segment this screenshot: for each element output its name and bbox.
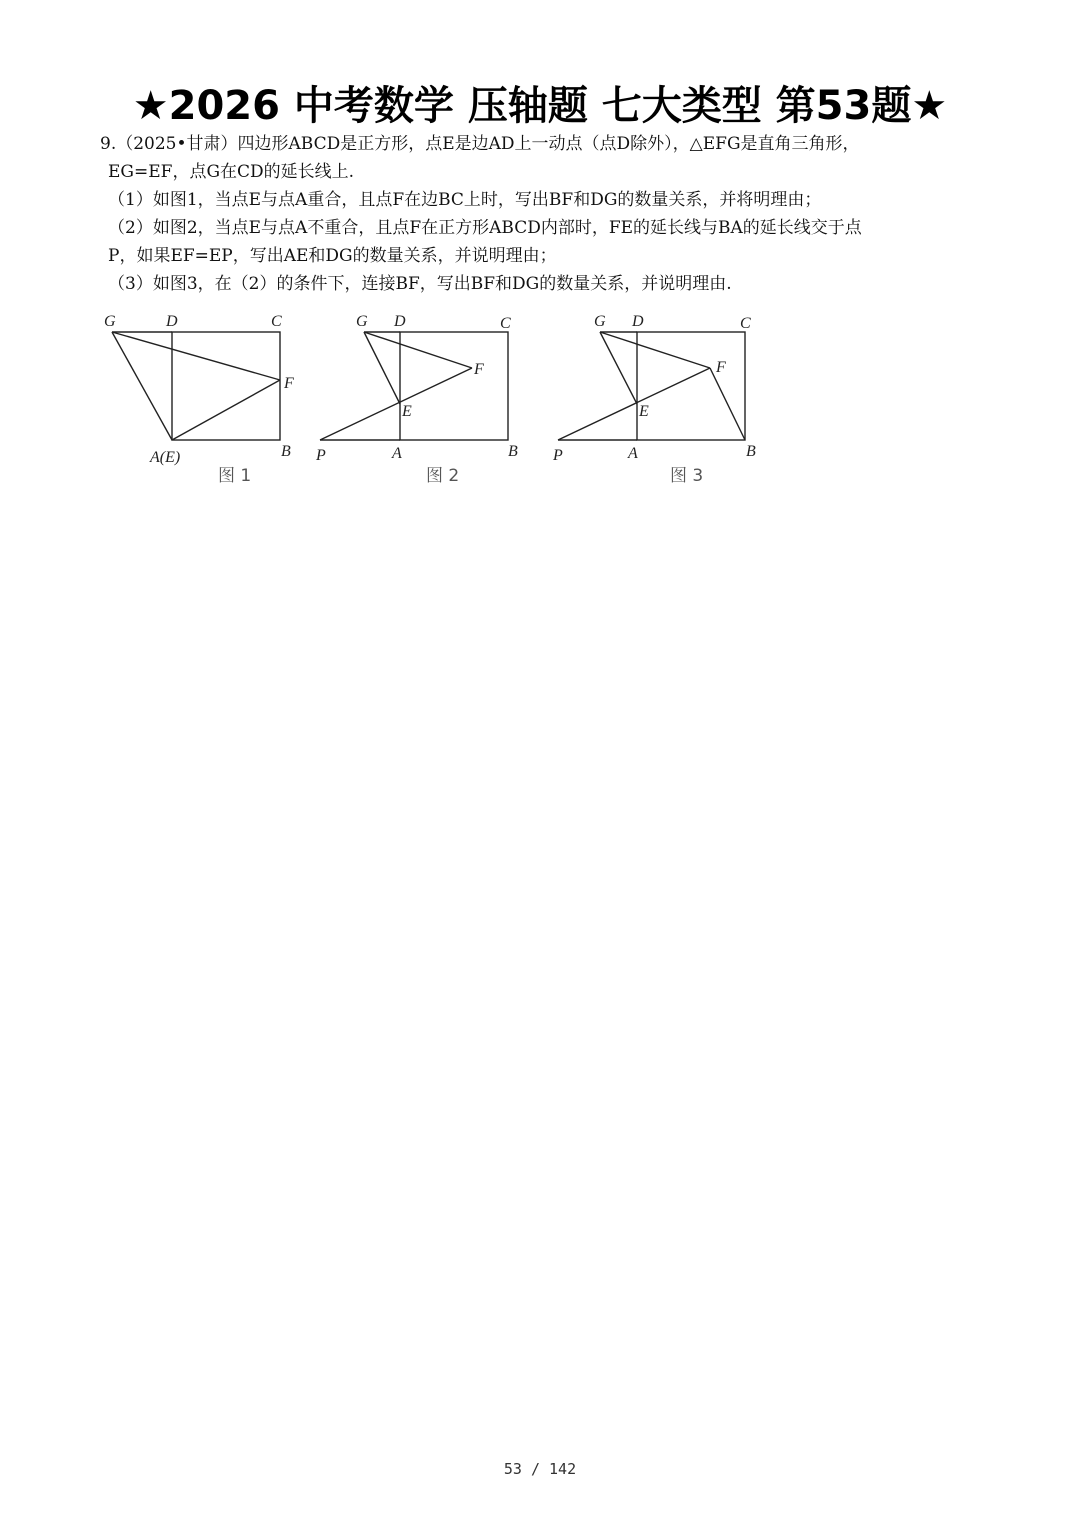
fig3-label-b: B — [746, 443, 756, 460]
fig1-label-g: G — [104, 313, 116, 330]
fig3-segment-pf — [558, 368, 710, 440]
fig2-segment-pf — [320, 368, 472, 440]
fig1-caption: 图 1 — [218, 466, 252, 486]
fig2-label-b: B — [508, 443, 518, 460]
fig3-label-a: A — [628, 445, 638, 462]
question-part-1: （1）如图1，当点E与点A重合，且点F在边BC上时，写出BF和DG的数量关系，并将明理由； — [108, 190, 822, 210]
fig1-segment-ef — [172, 380, 280, 440]
fig3-square — [637, 332, 745, 440]
fig1-segment-gf — [112, 332, 280, 380]
fig3-label-c: C — [740, 315, 751, 332]
fig3-label-g: G — [594, 313, 606, 330]
fig1-label-c: C — [271, 313, 282, 330]
fig1-label-b: B — [281, 443, 291, 460]
figure-2-diagram — [320, 332, 508, 440]
problem-statement-line-2: EG=EF，点G在CD的延长线上. — [108, 162, 355, 182]
fig1-square — [172, 332, 280, 440]
fig2-caption: 图 2 — [426, 466, 460, 486]
fig2-label-c: C — [500, 315, 511, 332]
fig2-label-p: P — [316, 447, 326, 464]
fig2-label-f: F — [474, 361, 484, 378]
fig3-label-p: P — [553, 447, 563, 464]
fig3-label-e: E — [639, 403, 649, 420]
page-number: 53 / 142 — [503, 1460, 577, 1478]
fig1-label-f: F — [284, 375, 294, 392]
figure-3-diagram — [558, 332, 745, 440]
question-part-2-line-2: P，如果EF=EP，写出AE和DG的数量关系，并说明理由； — [108, 246, 557, 266]
fig3-label-f: F — [716, 359, 726, 376]
fig1-segment-ge — [112, 332, 172, 440]
figure-1-diagram — [112, 332, 280, 440]
fig1-label-a-e: A(E) — [150, 449, 181, 466]
fig2-square — [400, 332, 508, 440]
fig2-label-d: D — [394, 313, 406, 330]
page-title: ★2026 中考数学 压轴题 七大类型 第53题★ — [132, 83, 948, 129]
geometry-figures — [100, 306, 780, 496]
fig2-segment-gf — [364, 332, 472, 368]
fig3-segment-bf — [710, 368, 745, 440]
figures-area — [100, 306, 780, 496]
fig2-label-a: A — [392, 445, 402, 462]
fig2-label-g: G — [356, 313, 368, 330]
fig2-label-e: E — [402, 403, 412, 420]
question-part-3: （3）如图3，在（2）的条件下，连接BF，写出BF和DG的数量关系，并说明理由. — [108, 274, 732, 294]
fig3-caption: 图 3 — [670, 466, 704, 486]
question-part-2-line-1: （2）如图2，当点E与点A不重合，且点F在正方形ABCD内部时，FE的延长线与BA的延长线交于点 — [108, 218, 862, 238]
fig1-label-d: D — [166, 313, 178, 330]
problem-statement-line-1: 9.（2025•甘肃）四边形ABCD是正方形，点E是边AD上一动点（点D除外），△EFG是直角三角形， — [100, 134, 860, 154]
fig3-label-d: D — [632, 313, 644, 330]
